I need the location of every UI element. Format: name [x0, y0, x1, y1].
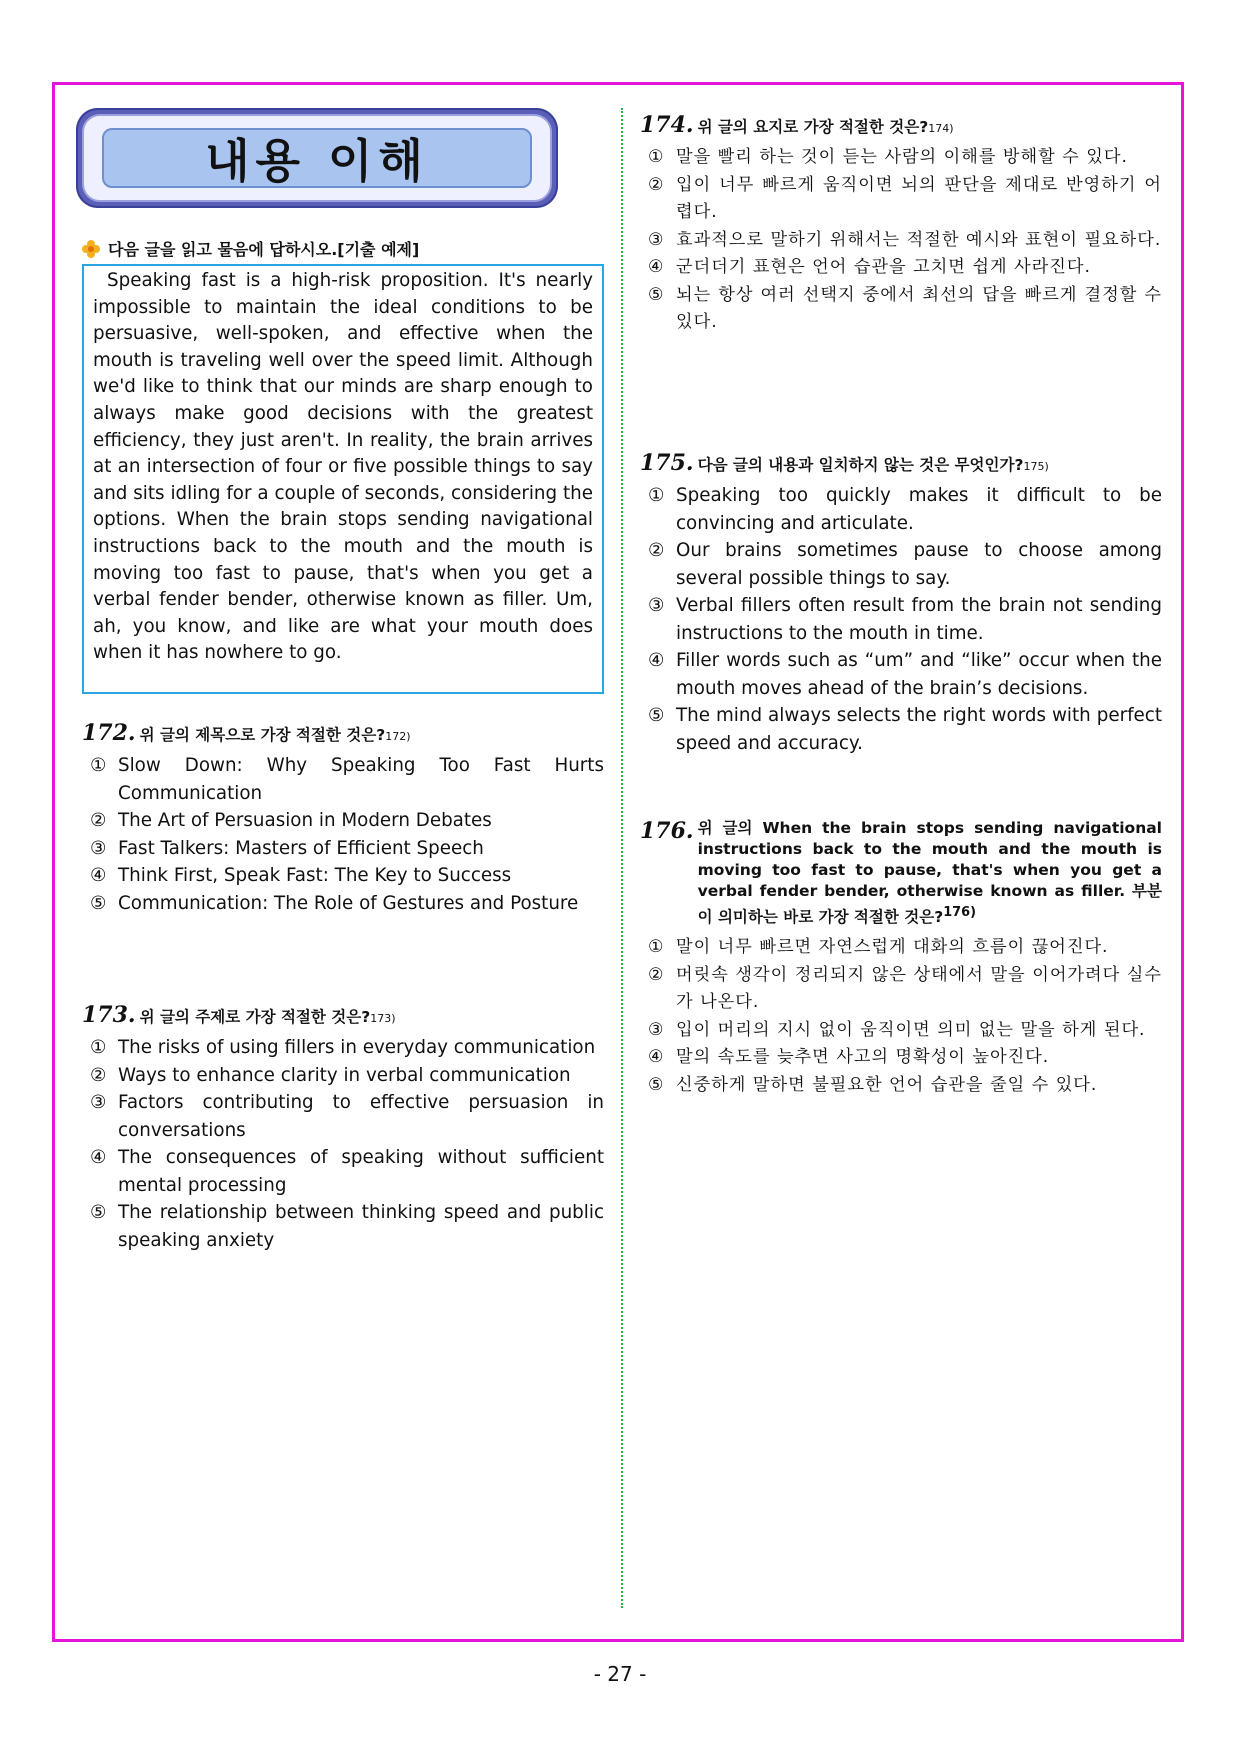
option-1[interactable]: ① Speaking too quickly makes it difficult to be convincing and articulate. — [648, 485, 1162, 534]
question-stem: 위 글의 When the brain stops sending navigational instructions back to the mouth and the mouth is moving too fast to pause, that's when you get a verbal fender bender, otherwise known as filler. 부분이 의미하는 바로 가장 적절한 것은? — [697, 819, 1162, 927]
question-header — [82, 1002, 604, 1028]
passage-box — [82, 264, 604, 694]
footnote-ref: 173) — [370, 1012, 396, 1025]
question-number: 176. — [640, 818, 694, 844]
instruction — [82, 237, 419, 260]
option-3[interactable]: ③ 입이 머리의 지시 없이 움직이면 의미 없는 말을 하게 된다. — [648, 1019, 1146, 1040]
question-header — [640, 818, 1162, 928]
footnote-ref: 175) — [1023, 460, 1049, 473]
question-header — [640, 112, 1162, 138]
flower-icon — [82, 240, 100, 258]
question-176 — [640, 818, 1162, 1099]
option-5[interactable]: ⑤ 뇌는 항상 여러 선택지 중에서 최선의 답을 빠르게 결정할 수 있다. — [648, 284, 1162, 332]
footnote-ref: 174) — [928, 122, 954, 135]
option-2[interactable]: ② 입이 너무 빠르게 움직이면 뇌의 판단을 제대로 반영하기 어렵다. — [648, 174, 1162, 222]
question-175 — [640, 450, 1162, 757]
option-3[interactable]: ③ 효과적으로 말하기 위해서는 적절한 예시와 표현이 필요하다. — [648, 229, 1162, 250]
question-172 — [82, 720, 604, 917]
option-4[interactable]: ④ 말의 속도를 늦추면 사고의 명확성이 높아진다. — [648, 1047, 1050, 1068]
question-number: 172. — [82, 720, 136, 746]
question-stem: 다음 글의 내용과 일치하지 않는 것은 무엇인가? — [697, 456, 1024, 474]
question-stem: 위 글의 제목으로 가장 적절한 것은? — [139, 726, 386, 744]
question-number: 173. — [82, 1002, 136, 1028]
question-number: 175. — [640, 450, 694, 476]
question-stem: 위 글의 주제로 가장 적절한 것은? — [139, 1008, 371, 1026]
question-number: 174. — [640, 112, 694, 138]
question-stem: 위 글의 요지로 가장 적절한 것은? — [697, 118, 929, 136]
option-1[interactable]: ① The risks of using fillers in everyday communication — [90, 1037, 596, 1058]
column-divider — [621, 108, 623, 1608]
option-4[interactable]: ④ Think First, Speak Fast: The Key to Success — [90, 865, 512, 886]
option-2[interactable]: ② Ways to enhance clarity in verbal communication — [90, 1064, 571, 1086]
option-3[interactable]: ③ Factors contributing to effective persuasion in conversations — [90, 1092, 604, 1141]
question-173 — [82, 1002, 604, 1254]
option-2[interactable]: ② The Art of Persuasion in Modern Debates — [90, 810, 492, 831]
page-number: - 27 - — [593, 1662, 647, 1686]
footnote-ref: 172) — [385, 730, 411, 743]
question-header — [82, 720, 604, 746]
option-4[interactable]: ④ The consequences of speaking without sufficient mental processing — [90, 1147, 604, 1196]
option-3[interactable]: ③ Fast Talkers: Masters of Efficient Speech — [90, 837, 484, 859]
question-header — [640, 450, 1162, 476]
option-5[interactable]: ⑤ 신중하게 말하면 불필요한 언어 습관을 줄일 수 있다. — [648, 1074, 1098, 1095]
option-3[interactable]: ③ Verbal fillers often result from the brain not sending instructions to the mouth in time. — [648, 595, 1162, 644]
option-2[interactable]: ② Our brains sometimes pause to choose among several possible things to say. — [648, 540, 1162, 589]
option-5[interactable]: ⑤ Communication: The Role of Gestures and Posture — [90, 892, 579, 914]
footnote-ref: 176) — [943, 905, 977, 920]
option-1[interactable]: ① Slow Down: Why Speaking Too Fast Hurts Communication — [90, 755, 604, 804]
option-5[interactable]: ⑤ The mind always selects the right words with perfect speed and accuracy. — [648, 705, 1162, 754]
passage-text: Speaking fast is a high-risk proposition. It's nearly impossible to maintain the ideal conditions to be persuasive, well-spoken, and effective when the mouth is traveling well over the speed limit. Although we'd like to think that our minds are sharp enough to always make good decisions with the greatest efficiency, they just aren't. In reality, the brain arrives at an intersection of four or five possible things to say and sits idling for a couple of seconds, considering the options. When the brain stops sending navigational instructions back to the mouth and the mouth is moving too fast to pause, that's when you get a verbal fender bender, otherwise known as filler. Um, ah, you know, and like are what your mouth does when it has nowhere to go. — [93, 270, 593, 664]
option-2[interactable]: ② 머릿속 생각이 정리되지 않은 상태에서 말을 이어가려다 실수가 나온다. — [648, 964, 1162, 1013]
section-title-banner — [76, 108, 558, 208]
option-4[interactable]: ④ 군더더기 표현은 언어 습관을 고치면 쉽게 사라진다. — [648, 257, 1091, 277]
question-174 — [640, 112, 1162, 337]
option-5[interactable]: ⑤ The relationship between thinking speed and public speaking anxiety — [90, 1202, 604, 1251]
instruction-text: 다음 글을 읽고 물음에 답하시오.[기출 예제] — [108, 240, 420, 259]
option-4[interactable]: ④ Filler words such as “um” and “like” occur when the mouth moves ahead of the brain’s decisions. — [648, 650, 1162, 699]
option-1[interactable]: ① 말을 빨리 하는 것이 듣는 사람의 이해를 방해할 수 있다. — [648, 147, 1128, 167]
option-1[interactable]: ① 말이 너무 빠르면 자연스럽게 대화의 흐름이 끊어진다. — [648, 937, 1109, 958]
section-title: 내용 이해 — [205, 134, 429, 188]
